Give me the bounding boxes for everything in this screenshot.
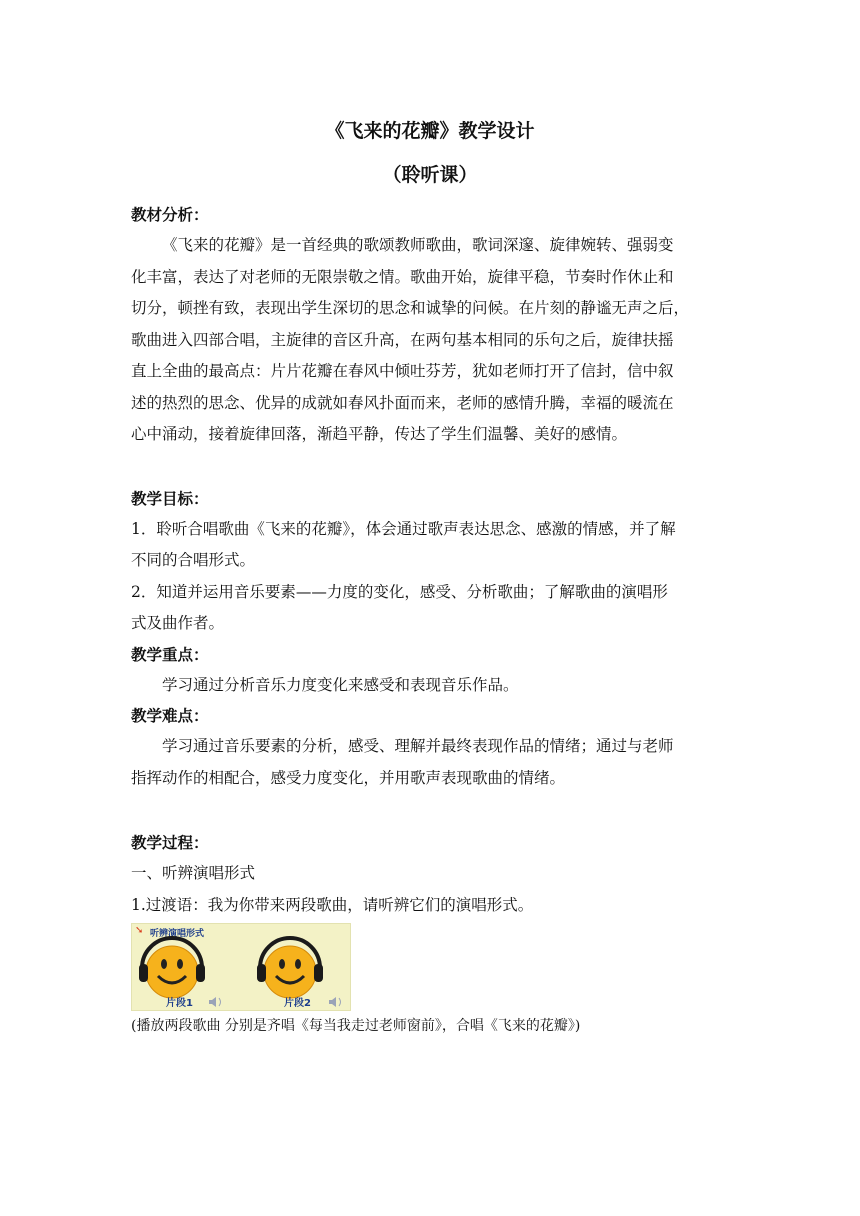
goals-line: 2．知道并运用音乐要素——力度的变化，感受、分析歌曲；了解歌曲的演唱形 [131,582,668,601]
analysis-line: 述的热烈的思念、优异的成就如春风扑面而来，老师的感情升腾，幸福的暖流在 [131,393,674,412]
analysis-line: 直上全曲的最高点：片片花瓣在春风中倾吐芬芳，犹如老师打开了信封，信中叙 [131,362,674,380]
goals-heading: 教学目标： [131,488,209,508]
document-body [131,200,731,1039]
process-step-1: 1.过渡语：我为你带来两段歌曲，请听辨它们的演唱形式。 [131,895,534,914]
difficulties-line: 学习通过音乐要素的分析，感受、理解并最终表现作品的情绪；通过与老师 [162,737,674,755]
spacer [131,451,731,482]
analysis-line: 歌曲进入四部合唱，主旋律的音区升高，在两句基本相同的乐句之后，旋律扶摇 [131,330,674,349]
process-heading: 教学过程： [131,833,209,852]
analysis-line: 化丰富，表达了对老师的无限崇敬之情。歌曲开始，旋律平稳，节奏时作休止和 [131,267,674,286]
goals-line: 式及曲作者。 [131,614,225,632]
goals-line: 1．聆听合唱歌曲《飞来的花瓣》，体会通过歌声表达思念、感激的情感，并了解 [131,519,676,538]
key-points-text: 学习通过分析音乐力度变化来感受和表现音乐作品。 [162,675,519,694]
clip-2-label: 片段2 [284,998,311,1009]
speaker-icon [329,997,341,1007]
difficulties-heading: 教学难点： [131,706,209,725]
document-title: 《飞来的花瓣》教学设计 [325,120,535,142]
process-section-title: 一、听辨演唱形式 [131,864,256,882]
analysis-line: 心中涌动，接着旋律回落，渐趋平静，传达了学生们温馨、美好的感情。 [131,425,628,443]
clip-1-label: 片段1 [166,998,193,1009]
slide-title: 听辨演唱形式 [150,929,205,939]
goals-line: 不同的合唱形式。 [131,551,256,569]
key-points-heading: 教学重点： [131,644,209,664]
arrow-icon: ➘ [135,925,144,936]
analysis-heading: 教材分析： [131,205,209,224]
figure-caption: (播放两段歌曲 分别是齐唱《每当我走过老师窗前》，合唱《飞来的花瓣》) [131,1018,581,1034]
speaker-icon [209,997,221,1007]
smiley-headphones-illustration [132,924,350,1010]
analysis-line: 《飞来的花瓣》是一首经典的歌颂教师歌曲，歌词深邃、旋律婉转、强弱变 [162,236,674,254]
listening-slide-image [131,923,351,1011]
analysis-line: 切分，顿挫有致，表现出学生深切的思念和诚挚的问候。在片刻的静谧无声之后， [131,299,690,317]
document-subtitle: （聆听课） [382,164,478,186]
difficulties-line: 指挥动作的相配合，感受力度变化，并用歌声表现歌曲的情绪。 [131,768,566,787]
smiley-face-icon [257,938,323,998]
spacer [131,794,731,828]
smiley-face-icon [139,938,205,998]
